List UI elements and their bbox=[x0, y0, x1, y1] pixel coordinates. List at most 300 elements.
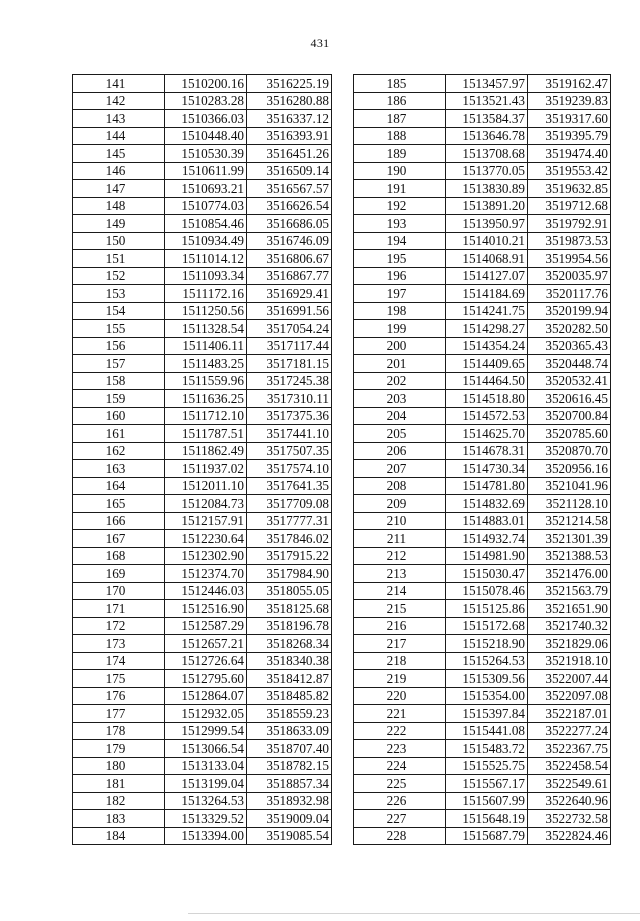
x-coordinate-cell: 1512516.90 bbox=[165, 600, 247, 618]
page-number: 431 bbox=[310, 36, 330, 50]
point-number-cell: 187 bbox=[354, 110, 446, 128]
x-coordinate-cell: 1513950.97 bbox=[446, 215, 528, 233]
table-row bbox=[73, 355, 332, 373]
point-number-cell: 218 bbox=[354, 652, 446, 670]
x-coordinate-cell: 1514298.27 bbox=[446, 320, 528, 338]
x-coordinate-cell: 1512084.73 bbox=[165, 495, 247, 513]
y-coordinate-cell: 3522007.44 bbox=[528, 670, 611, 688]
point-number-cell: 226 bbox=[354, 792, 446, 810]
x-coordinate-cell: 1515264.53 bbox=[446, 652, 528, 670]
table-row bbox=[73, 460, 332, 478]
x-coordinate-cell: 1511937.02 bbox=[165, 460, 247, 478]
y-coordinate-cell: 3517846.02 bbox=[247, 530, 332, 548]
x-coordinate-cell: 1511636.25 bbox=[165, 390, 247, 408]
y-coordinate-cell: 3522097.08 bbox=[528, 687, 611, 705]
y-coordinate-cell: 3520365.43 bbox=[528, 337, 611, 355]
y-coordinate-cell: 3521918.10 bbox=[528, 652, 611, 670]
table-row bbox=[73, 337, 332, 355]
point-number-cell: 143 bbox=[73, 110, 165, 128]
point-number-cell: 155 bbox=[73, 320, 165, 338]
x-coordinate-cell: 1515030.47 bbox=[446, 565, 528, 583]
table-row bbox=[354, 757, 611, 775]
y-coordinate-cell: 3520282.50 bbox=[528, 320, 611, 338]
x-coordinate-cell: 1510774.03 bbox=[165, 197, 247, 215]
point-number-cell: 223 bbox=[354, 740, 446, 758]
x-coordinate-cell: 1510530.39 bbox=[165, 145, 247, 163]
table-row bbox=[73, 792, 332, 810]
x-coordinate-cell: 1514625.70 bbox=[446, 425, 528, 443]
table-row bbox=[73, 390, 332, 408]
table-row bbox=[354, 180, 611, 198]
y-coordinate-cell: 3518268.34 bbox=[247, 635, 332, 653]
table-row bbox=[354, 670, 611, 688]
point-number-cell: 154 bbox=[73, 302, 165, 320]
point-number-cell: 160 bbox=[73, 407, 165, 425]
y-coordinate-cell: 3519162.47 bbox=[528, 75, 611, 93]
y-coordinate-cell: 3517181.15 bbox=[247, 355, 332, 373]
point-number-cell: 197 bbox=[354, 285, 446, 303]
table-row bbox=[73, 687, 332, 705]
table-row bbox=[73, 320, 332, 338]
point-number-cell: 177 bbox=[73, 705, 165, 723]
x-coordinate-cell: 1511172.16 bbox=[165, 285, 247, 303]
table-row bbox=[354, 215, 611, 233]
y-coordinate-cell: 3517054.24 bbox=[247, 320, 332, 338]
table-row bbox=[354, 425, 611, 443]
table-row bbox=[354, 390, 611, 408]
y-coordinate-cell: 3518485.82 bbox=[247, 687, 332, 705]
point-number-cell: 225 bbox=[354, 775, 446, 793]
table-row bbox=[354, 250, 611, 268]
point-number-cell: 174 bbox=[73, 652, 165, 670]
point-number-cell: 219 bbox=[354, 670, 446, 688]
x-coordinate-cell: 1513133.04 bbox=[165, 757, 247, 775]
x-coordinate-cell: 1515218.90 bbox=[446, 635, 528, 653]
table-row bbox=[73, 75, 332, 93]
x-coordinate-cell: 1511559.96 bbox=[165, 372, 247, 390]
point-number-cell: 166 bbox=[73, 512, 165, 530]
point-number-cell: 199 bbox=[354, 320, 446, 338]
point-number-cell: 228 bbox=[354, 827, 446, 845]
x-coordinate-cell: 1511250.56 bbox=[165, 302, 247, 320]
point-number-cell: 224 bbox=[354, 757, 446, 775]
x-coordinate-cell: 1514781.80 bbox=[446, 477, 528, 495]
y-coordinate-cell: 3518412.87 bbox=[247, 670, 332, 688]
x-coordinate-cell: 1513830.89 bbox=[446, 180, 528, 198]
x-coordinate-cell: 1511712.10 bbox=[165, 407, 247, 425]
x-coordinate-cell: 1510448.40 bbox=[165, 127, 247, 145]
point-number-cell: 148 bbox=[73, 197, 165, 215]
point-number-cell: 163 bbox=[73, 460, 165, 478]
y-coordinate-cell: 3517641.35 bbox=[247, 477, 332, 495]
point-number-cell: 196 bbox=[354, 267, 446, 285]
y-coordinate-cell: 3517441.10 bbox=[247, 425, 332, 443]
table-row bbox=[73, 372, 332, 390]
x-coordinate-cell: 1510854.46 bbox=[165, 215, 247, 233]
point-number-cell: 208 bbox=[354, 477, 446, 495]
table-row bbox=[73, 530, 332, 548]
point-number-cell: 172 bbox=[73, 617, 165, 635]
x-coordinate-cell: 1513646.78 bbox=[446, 127, 528, 145]
page-footer-rule bbox=[188, 913, 640, 914]
y-coordinate-cell: 3519632.85 bbox=[528, 180, 611, 198]
point-number-cell: 173 bbox=[73, 635, 165, 653]
y-coordinate-cell: 3518196.78 bbox=[247, 617, 332, 635]
table-row bbox=[354, 75, 611, 93]
table-row bbox=[73, 92, 332, 110]
y-coordinate-cell: 3519553.42 bbox=[528, 162, 611, 180]
x-coordinate-cell: 1512795.60 bbox=[165, 670, 247, 688]
x-coordinate-cell: 1514010.21 bbox=[446, 232, 528, 250]
x-coordinate-cell: 1513891.20 bbox=[446, 197, 528, 215]
point-number-cell: 212 bbox=[354, 547, 446, 565]
point-number-cell: 213 bbox=[354, 565, 446, 583]
point-number-cell: 146 bbox=[73, 162, 165, 180]
point-number-cell: 157 bbox=[73, 355, 165, 373]
x-coordinate-cell: 1511406.11 bbox=[165, 337, 247, 355]
x-coordinate-cell: 1515648.19 bbox=[446, 810, 528, 828]
point-number-cell: 227 bbox=[354, 810, 446, 828]
point-number-cell: 198 bbox=[354, 302, 446, 320]
table-row bbox=[73, 215, 332, 233]
point-number-cell: 222 bbox=[354, 722, 446, 740]
x-coordinate-cell: 1510200.16 bbox=[165, 75, 247, 93]
y-coordinate-cell: 3516991.56 bbox=[247, 302, 332, 320]
table-row bbox=[73, 442, 332, 460]
y-coordinate-cell: 3516567.57 bbox=[247, 180, 332, 198]
table-row bbox=[354, 92, 611, 110]
x-coordinate-cell: 1514127.07 bbox=[446, 267, 528, 285]
table-row bbox=[354, 722, 611, 740]
x-coordinate-cell: 1514518.80 bbox=[446, 390, 528, 408]
y-coordinate-cell: 3517984.90 bbox=[247, 565, 332, 583]
table-row bbox=[73, 302, 332, 320]
point-number-cell: 159 bbox=[73, 390, 165, 408]
y-coordinate-cell: 3516746.09 bbox=[247, 232, 332, 250]
y-coordinate-cell: 3521476.00 bbox=[528, 565, 611, 583]
x-coordinate-cell: 1513770.05 bbox=[446, 162, 528, 180]
point-number-cell: 202 bbox=[354, 372, 446, 390]
table-row bbox=[354, 600, 611, 618]
table-row bbox=[354, 792, 611, 810]
x-coordinate-cell: 1512864.07 bbox=[165, 687, 247, 705]
point-number-cell: 201 bbox=[354, 355, 446, 373]
y-coordinate-cell: 3516929.41 bbox=[247, 285, 332, 303]
table-row bbox=[73, 617, 332, 635]
point-number-cell: 205 bbox=[354, 425, 446, 443]
y-coordinate-cell: 3521563.79 bbox=[528, 582, 611, 600]
point-number-cell: 156 bbox=[73, 337, 165, 355]
table-row bbox=[354, 127, 611, 145]
x-coordinate-cell: 1510693.21 bbox=[165, 180, 247, 198]
y-coordinate-cell: 3516806.67 bbox=[247, 250, 332, 268]
point-number-cell: 220 bbox=[354, 687, 446, 705]
x-coordinate-cell: 1513521.43 bbox=[446, 92, 528, 110]
x-coordinate-cell: 1513066.54 bbox=[165, 740, 247, 758]
y-coordinate-cell: 3516280.88 bbox=[247, 92, 332, 110]
x-coordinate-cell: 1511014.12 bbox=[165, 250, 247, 268]
point-number-cell: 185 bbox=[354, 75, 446, 93]
x-coordinate-cell: 1515525.75 bbox=[446, 757, 528, 775]
point-number-cell: 175 bbox=[73, 670, 165, 688]
point-number-cell: 221 bbox=[354, 705, 446, 723]
point-number-cell: 207 bbox=[354, 460, 446, 478]
table-row bbox=[73, 477, 332, 495]
x-coordinate-cell: 1512230.64 bbox=[165, 530, 247, 548]
y-coordinate-cell: 3518707.40 bbox=[247, 740, 332, 758]
x-coordinate-cell: 1515078.46 bbox=[446, 582, 528, 600]
point-number-cell: 150 bbox=[73, 232, 165, 250]
x-coordinate-cell: 1515397.84 bbox=[446, 705, 528, 723]
table-row bbox=[354, 705, 611, 723]
point-number-cell: 209 bbox=[354, 495, 446, 513]
point-number-cell: 145 bbox=[73, 145, 165, 163]
y-coordinate-cell: 3520870.70 bbox=[528, 442, 611, 460]
x-coordinate-cell: 1512657.21 bbox=[165, 635, 247, 653]
point-number-cell: 153 bbox=[73, 285, 165, 303]
table-row bbox=[354, 267, 611, 285]
point-number-cell: 184 bbox=[73, 827, 165, 845]
table-row bbox=[354, 810, 611, 828]
y-coordinate-cell: 3519009.04 bbox=[247, 810, 332, 828]
y-coordinate-cell: 3522458.54 bbox=[528, 757, 611, 775]
table-row bbox=[73, 180, 332, 198]
x-coordinate-cell: 1514241.75 bbox=[446, 302, 528, 320]
table-row bbox=[354, 582, 611, 600]
y-coordinate-cell: 3518857.34 bbox=[247, 775, 332, 793]
y-coordinate-cell: 3521214.58 bbox=[528, 512, 611, 530]
y-coordinate-cell: 3520700.84 bbox=[528, 407, 611, 425]
y-coordinate-cell: 3519873.53 bbox=[528, 232, 611, 250]
table-row bbox=[73, 127, 332, 145]
x-coordinate-cell: 1513584.37 bbox=[446, 110, 528, 128]
x-coordinate-cell: 1515567.17 bbox=[446, 775, 528, 793]
x-coordinate-cell: 1514981.90 bbox=[446, 547, 528, 565]
x-coordinate-cell: 1511787.51 bbox=[165, 425, 247, 443]
point-number-cell: 144 bbox=[73, 127, 165, 145]
y-coordinate-cell: 3519085.54 bbox=[247, 827, 332, 845]
table-row bbox=[354, 302, 611, 320]
x-coordinate-cell: 1515125.86 bbox=[446, 600, 528, 618]
table-row bbox=[354, 197, 611, 215]
point-number-cell: 167 bbox=[73, 530, 165, 548]
coordinate-table-left bbox=[72, 74, 332, 845]
y-coordinate-cell: 3519239.83 bbox=[528, 92, 611, 110]
table-row bbox=[354, 355, 611, 373]
y-coordinate-cell: 3519712.68 bbox=[528, 197, 611, 215]
y-coordinate-cell: 3520532.41 bbox=[528, 372, 611, 390]
y-coordinate-cell: 3516337.12 bbox=[247, 110, 332, 128]
coordinate-table-right bbox=[353, 74, 611, 845]
y-coordinate-cell: 3518055.05 bbox=[247, 582, 332, 600]
x-coordinate-cell: 1514464.50 bbox=[446, 372, 528, 390]
table-row bbox=[354, 565, 611, 583]
table-row bbox=[354, 687, 611, 705]
point-number-cell: 216 bbox=[354, 617, 446, 635]
table-row bbox=[73, 670, 332, 688]
y-coordinate-cell: 3520785.60 bbox=[528, 425, 611, 443]
y-coordinate-cell: 3522549.61 bbox=[528, 775, 611, 793]
x-coordinate-cell: 1514068.91 bbox=[446, 250, 528, 268]
table-row bbox=[73, 775, 332, 793]
x-coordinate-cell: 1512999.54 bbox=[165, 722, 247, 740]
y-coordinate-cell: 3520035.97 bbox=[528, 267, 611, 285]
point-number-cell: 161 bbox=[73, 425, 165, 443]
x-coordinate-cell: 1514678.31 bbox=[446, 442, 528, 460]
point-number-cell: 210 bbox=[354, 512, 446, 530]
y-coordinate-cell: 3516225.19 bbox=[247, 75, 332, 93]
point-number-cell: 180 bbox=[73, 757, 165, 775]
table-row bbox=[73, 162, 332, 180]
y-coordinate-cell: 3522187.01 bbox=[528, 705, 611, 723]
table-row bbox=[73, 110, 332, 128]
point-number-cell: 215 bbox=[354, 600, 446, 618]
table-row bbox=[354, 635, 611, 653]
x-coordinate-cell: 1514832.69 bbox=[446, 495, 528, 513]
x-coordinate-cell: 1513329.52 bbox=[165, 810, 247, 828]
x-coordinate-cell: 1514409.65 bbox=[446, 355, 528, 373]
table-row bbox=[354, 285, 611, 303]
point-number-cell: 203 bbox=[354, 390, 446, 408]
table-row bbox=[354, 740, 611, 758]
point-number-cell: 217 bbox=[354, 635, 446, 653]
y-coordinate-cell: 3516393.91 bbox=[247, 127, 332, 145]
point-number-cell: 194 bbox=[354, 232, 446, 250]
y-coordinate-cell: 3517117.44 bbox=[247, 337, 332, 355]
y-coordinate-cell: 3518125.68 bbox=[247, 600, 332, 618]
x-coordinate-cell: 1514184.69 bbox=[446, 285, 528, 303]
table-row bbox=[354, 442, 611, 460]
point-number-cell: 211 bbox=[354, 530, 446, 548]
point-number-cell: 170 bbox=[73, 582, 165, 600]
y-coordinate-cell: 3518782.15 bbox=[247, 757, 332, 775]
y-coordinate-cell: 3516451.26 bbox=[247, 145, 332, 163]
y-coordinate-cell: 3518340.38 bbox=[247, 652, 332, 670]
point-number-cell: 142 bbox=[73, 92, 165, 110]
y-coordinate-cell: 3522367.75 bbox=[528, 740, 611, 758]
table-row bbox=[354, 372, 611, 390]
y-coordinate-cell: 3520199.94 bbox=[528, 302, 611, 320]
table-row bbox=[354, 320, 611, 338]
table-row bbox=[73, 285, 332, 303]
point-number-cell: 188 bbox=[354, 127, 446, 145]
x-coordinate-cell: 1513199.04 bbox=[165, 775, 247, 793]
y-coordinate-cell: 3518559.23 bbox=[247, 705, 332, 723]
x-coordinate-cell: 1515309.56 bbox=[446, 670, 528, 688]
y-coordinate-cell: 3517709.08 bbox=[247, 495, 332, 513]
point-number-cell: 189 bbox=[354, 145, 446, 163]
table-row bbox=[354, 232, 611, 250]
y-coordinate-cell: 3521740.32 bbox=[528, 617, 611, 635]
point-number-cell: 214 bbox=[354, 582, 446, 600]
y-coordinate-cell: 3516867.77 bbox=[247, 267, 332, 285]
table-row bbox=[354, 530, 611, 548]
y-coordinate-cell: 3517310.11 bbox=[247, 390, 332, 408]
table-row bbox=[354, 512, 611, 530]
y-coordinate-cell: 3516509.14 bbox=[247, 162, 332, 180]
y-coordinate-cell: 3521829.06 bbox=[528, 635, 611, 653]
point-number-cell: 178 bbox=[73, 722, 165, 740]
x-coordinate-cell: 1515354.00 bbox=[446, 687, 528, 705]
y-coordinate-cell: 3519395.79 bbox=[528, 127, 611, 145]
y-coordinate-cell: 3522732.58 bbox=[528, 810, 611, 828]
point-number-cell: 164 bbox=[73, 477, 165, 495]
y-coordinate-cell: 3517507.35 bbox=[247, 442, 332, 460]
y-coordinate-cell: 3522640.96 bbox=[528, 792, 611, 810]
point-number-cell: 186 bbox=[354, 92, 446, 110]
table-row bbox=[73, 740, 332, 758]
table-row bbox=[73, 722, 332, 740]
x-coordinate-cell: 1510283.28 bbox=[165, 92, 247, 110]
y-coordinate-cell: 3516686.05 bbox=[247, 215, 332, 233]
y-coordinate-cell: 3518932.98 bbox=[247, 792, 332, 810]
y-coordinate-cell: 3517915.22 bbox=[247, 547, 332, 565]
y-coordinate-cell: 3521301.39 bbox=[528, 530, 611, 548]
x-coordinate-cell: 1515607.99 bbox=[446, 792, 528, 810]
x-coordinate-cell: 1513394.00 bbox=[165, 827, 247, 845]
table-row bbox=[354, 162, 611, 180]
y-coordinate-cell: 3519954.56 bbox=[528, 250, 611, 268]
table-row bbox=[354, 775, 611, 793]
table-row bbox=[73, 827, 332, 845]
x-coordinate-cell: 1514883.01 bbox=[446, 512, 528, 530]
point-number-cell: 206 bbox=[354, 442, 446, 460]
x-coordinate-cell: 1511093.34 bbox=[165, 267, 247, 285]
x-coordinate-cell: 1513708.68 bbox=[446, 145, 528, 163]
table-row bbox=[354, 617, 611, 635]
x-coordinate-cell: 1515172.68 bbox=[446, 617, 528, 635]
table-row bbox=[73, 565, 332, 583]
x-coordinate-cell: 1510611.99 bbox=[165, 162, 247, 180]
x-coordinate-cell: 1512446.03 bbox=[165, 582, 247, 600]
table-row bbox=[73, 600, 332, 618]
table-row bbox=[73, 582, 332, 600]
x-coordinate-cell: 1515483.72 bbox=[446, 740, 528, 758]
x-coordinate-cell: 1511328.54 bbox=[165, 320, 247, 338]
point-number-cell: 165 bbox=[73, 495, 165, 513]
x-coordinate-cell: 1510934.49 bbox=[165, 232, 247, 250]
y-coordinate-cell: 3517375.36 bbox=[247, 407, 332, 425]
x-coordinate-cell: 1511862.49 bbox=[165, 442, 247, 460]
point-number-cell: 182 bbox=[73, 792, 165, 810]
table-row bbox=[354, 145, 611, 163]
point-number-cell: 204 bbox=[354, 407, 446, 425]
point-number-cell: 195 bbox=[354, 250, 446, 268]
point-number-cell: 169 bbox=[73, 565, 165, 583]
x-coordinate-cell: 1513264.53 bbox=[165, 792, 247, 810]
table-row bbox=[73, 495, 332, 513]
table-row bbox=[73, 145, 332, 163]
point-number-cell: 162 bbox=[73, 442, 165, 460]
y-coordinate-cell: 3520117.76 bbox=[528, 285, 611, 303]
point-number-cell: 141 bbox=[73, 75, 165, 93]
table-row bbox=[354, 460, 611, 478]
table-row bbox=[354, 110, 611, 128]
x-coordinate-cell: 1514730.34 bbox=[446, 460, 528, 478]
x-coordinate-cell: 1513457.97 bbox=[446, 75, 528, 93]
y-coordinate-cell: 3516626.54 bbox=[247, 197, 332, 215]
x-coordinate-cell: 1512157.91 bbox=[165, 512, 247, 530]
table-row bbox=[73, 652, 332, 670]
point-number-cell: 193 bbox=[354, 215, 446, 233]
y-coordinate-cell: 3522277.24 bbox=[528, 722, 611, 740]
table-row bbox=[73, 810, 332, 828]
y-coordinate-cell: 3522824.46 bbox=[528, 827, 611, 845]
y-coordinate-cell: 3519792.91 bbox=[528, 215, 611, 233]
y-coordinate-cell: 3521128.10 bbox=[528, 495, 611, 513]
point-number-cell: 179 bbox=[73, 740, 165, 758]
y-coordinate-cell: 3520616.45 bbox=[528, 390, 611, 408]
